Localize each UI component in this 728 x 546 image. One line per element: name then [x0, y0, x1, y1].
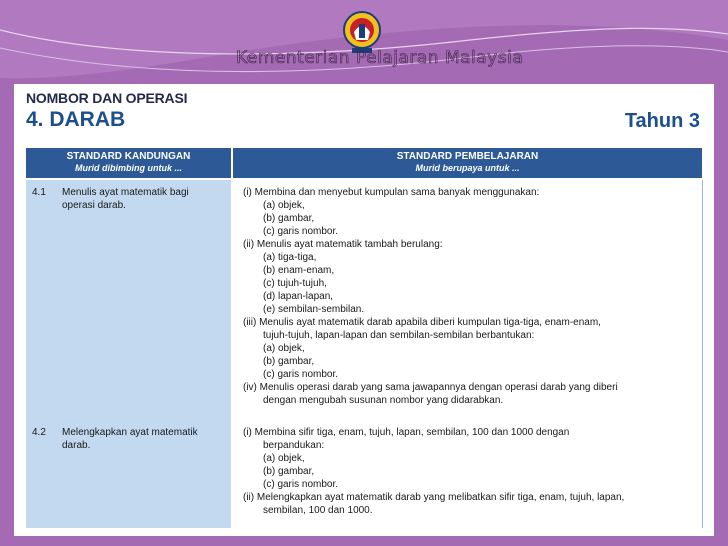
learning-line: (i) Membina dan menyebut kumpulan sama banyak menggunakan: [243, 187, 540, 198]
learning-line: (iii) Menulis ayat matematik darab apabila diberi kumpulan tiga-tiga, enam-enam, [243, 317, 601, 328]
chapter-title: 4. DARAB [26, 108, 126, 131]
ministry-name: Kementerian Pelajaran Malaysia [236, 48, 524, 68]
learning-line: (a) objek, [263, 453, 305, 464]
standard-text: Melengkapkan ayat matematik darab. [62, 427, 198, 451]
learning-line: (a) tiga-tiga, [263, 252, 317, 263]
learning-line: (a) objek, [263, 200, 305, 211]
learning-line: (b) gambar, [263, 466, 315, 477]
standard-number: 4.2 [32, 427, 46, 438]
learning-standard-subtitle: Murid berupaya untuk ... [415, 163, 520, 173]
learning-line: (c) garis nombor. [263, 226, 339, 237]
learning-line: tujuh-tujuh, lapan-lapan dan sembilan-sembilan berbantukan: [263, 330, 535, 341]
learning-line: (ii) Melengkapkan ayat matematik darab yang melibatkan sifir tiga, enam, tujuh, lapan, [243, 492, 625, 503]
learning-line: (ii) Menulis ayat matematik tambah berulang: [243, 239, 443, 250]
learning-standard-header [233, 148, 702, 178]
learning-line: (b) enam-enam, [263, 265, 335, 276]
content-standard-header [26, 148, 231, 178]
learning-line: berpandukan: [263, 440, 325, 451]
learning-standard-column [233, 180, 703, 528]
content-standard-column [26, 180, 231, 528]
learning-line: (b) gambar, [263, 213, 315, 224]
learning-line: (i) Membina sifir tiga, enam, tujuh, lapan, sembilan, 100 dan 1000 dengan [243, 427, 570, 438]
learning-line: (b) gambar, [263, 356, 315, 367]
learning-line: (e) sembilan-sembilan. [263, 304, 365, 315]
standard-text: Menulis ayat matematik bagi operasi darab. [62, 187, 189, 211]
content-standard-title: STANDARD KANDUNGAN [66, 151, 191, 162]
standards-table [26, 148, 702, 528]
learning-line: dengan mengubah susunan nombor yang didarabkan. [263, 395, 504, 406]
content-standard-subtitle: Murid dibimbing untuk ... [75, 163, 182, 173]
learning-line: (a) objek, [263, 343, 305, 354]
year-label: Tahun 3 [624, 110, 700, 132]
slide-content [14, 84, 714, 536]
learning-line: (c) tujuh-tujuh, [263, 278, 327, 289]
learning-line: (d) lapan-lapan, [263, 291, 334, 302]
standard-number: 4.1 [32, 187, 46, 198]
learning-line: sembilan, 100 dan 1000. [263, 505, 373, 516]
learning-line: (c) garis nombor. [263, 479, 339, 490]
learning-line: (iv) Menulis operasi darab yang sama jawapannya dengan operasi darab yang diberi [243, 382, 618, 393]
section-title: NOMBOR DAN OPERASI [26, 90, 188, 106]
learning-line: (c) garis nombor. [263, 369, 339, 380]
learning-standard-title: STANDARD PEMBELAJARAN [396, 151, 539, 162]
